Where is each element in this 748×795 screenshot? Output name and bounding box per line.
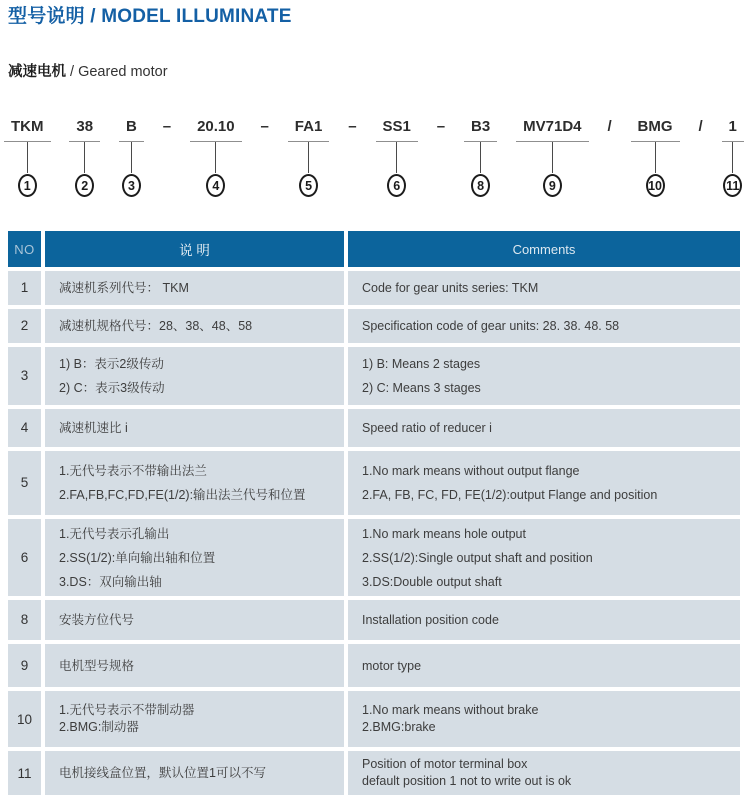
table-cell-no: 3 (8, 347, 41, 405)
page-title: 型号说明 / MODEL ILLUMINATE (8, 6, 292, 27)
model-code-separator: / (698, 118, 703, 135)
table-cell-comments (348, 600, 740, 640)
model-code-separator: – (162, 118, 172, 135)
position-number-badge: 3 (122, 174, 141, 197)
cell-line: 1.无代号表示不带输出法兰 (59, 464, 207, 478)
table-cell-desc (45, 409, 344, 447)
model-code-text: 1 (722, 118, 744, 142)
table-cell-desc (45, 751, 344, 795)
connector-line (84, 142, 85, 173)
cell-line: motor type (362, 658, 422, 673)
table-cell-desc (45, 451, 344, 515)
table-header-desc: 说 明 (45, 231, 344, 267)
model-code-text: SS1 (376, 118, 418, 142)
table-cell-desc (45, 519, 344, 596)
position-number-badge: 6 (387, 174, 406, 197)
cell-line: 2.BMG:brake (362, 720, 436, 734)
table-cell-comments (348, 644, 740, 687)
model-code-separator: / (607, 118, 612, 135)
connector-line (27, 142, 28, 173)
section-subtitle (8, 60, 748, 81)
model-segment (376, 118, 418, 197)
connector-line (215, 142, 216, 173)
cell-line: 2.BMG:制动器 (59, 720, 139, 734)
table-cell-no: 6 (8, 519, 41, 596)
cell-line: 2) C: Means 3 stages (362, 381, 481, 395)
model-segment (288, 118, 330, 197)
table-cell-desc (45, 347, 344, 405)
model-code-text: B (119, 118, 144, 142)
model-code-text: BMG (631, 118, 680, 142)
model-code-text: TKM (4, 118, 51, 142)
cell-line: 减速机规格代号：28、38、48、58 (59, 319, 253, 333)
cell-line: Specification code of gear units: 28. 38. 48. 58 (362, 319, 620, 333)
table-cell-no: 1 (8, 271, 41, 305)
position-number-badge: 8 (471, 174, 490, 197)
model-segment (722, 118, 744, 197)
cell-line: 1.No mark means without brake (362, 703, 539, 717)
connector-line (131, 142, 132, 173)
model-segment (516, 118, 588, 197)
model-code-text: B3 (464, 118, 497, 142)
position-number-badge: 1 (18, 174, 37, 197)
cell-line: 3.DS：双向输出轴 (59, 574, 162, 589)
cell-line: 1.无代号表示不带制动器 (59, 703, 195, 717)
table-cell-no: 4 (8, 409, 41, 447)
cell-line: 1) B: Means 2 stages (362, 357, 481, 371)
cell-line: 电机接线盒位置，默认位置1可以不写 (59, 765, 266, 780)
cell-line: Code for gear units series: TKM (362, 281, 539, 295)
model-segment (4, 118, 51, 197)
table-cell-no: 9 (8, 644, 41, 687)
cell-line: 1.无代号表示孔输出 (59, 526, 170, 541)
table-cell-comments (348, 309, 740, 343)
model-code-text: 20.10 (190, 118, 242, 142)
connector-line (552, 142, 553, 173)
model-code-text: MV71D4 (516, 118, 588, 142)
model-code-separator: – (348, 118, 357, 135)
cell-line: 减速机速比 i (59, 421, 128, 435)
table-cell-comments (348, 519, 740, 596)
position-number-badge: 11 (723, 174, 742, 197)
table-cell-no: 11 (8, 751, 41, 795)
cell-line: 2.FA, FB, FC, FD, FE(1/2):output Flange and position (362, 488, 658, 502)
cell-line: 1.No mark means without output flange (362, 464, 580, 478)
cell-line: default position 1 not to write out is ok (362, 774, 572, 788)
table-cell-no: 2 (8, 309, 41, 343)
cell-line: 安装方位代号 (59, 613, 135, 627)
table-cell-desc (45, 309, 344, 343)
position-number-badge: 9 (543, 174, 562, 197)
model-segment (464, 118, 497, 197)
position-number-badge: 4 (206, 174, 225, 197)
connector-line (396, 142, 397, 173)
cell-line: 3.DS:Double output shaft (362, 574, 502, 589)
table-cell-desc (45, 271, 344, 305)
table-cell-comments (348, 409, 740, 447)
model-code-separator: – (436, 118, 446, 135)
table-cell-comments (348, 451, 740, 515)
connector-line (732, 142, 733, 173)
connector-line (655, 142, 656, 173)
model-code-diagram (4, 118, 744, 197)
connector-line (308, 142, 309, 173)
model-segment (190, 118, 242, 197)
cell-line: 2.SS(1/2):单向输出轴和位置 (59, 550, 216, 565)
table-cell-desc (45, 691, 344, 747)
model-segment (69, 118, 100, 197)
model-segment (119, 118, 144, 197)
cell-line: Position of motor terminal box (362, 757, 528, 771)
table-header-comments: Comments (348, 231, 740, 267)
table-cell-comments (348, 751, 740, 795)
spec-table (8, 231, 740, 795)
cell-line: 1) B：表示2级传动 (59, 357, 164, 371)
cell-line: 1.No mark means hole output (362, 526, 526, 541)
model-segment (631, 118, 680, 197)
table-header-no: NO (8, 231, 41, 267)
cell-line: 电机型号规格 (59, 658, 135, 673)
cell-line: 2.SS(1/2):Single output shaft and position (362, 550, 593, 565)
model-code-text: 38 (69, 118, 100, 142)
position-number-badge: 2 (75, 174, 94, 197)
table-cell-no: 8 (8, 600, 41, 640)
table-cell-comments (348, 691, 740, 747)
cell-line: 2) C：表示3级传动 (59, 381, 165, 395)
table-cell-no: 5 (8, 451, 41, 515)
connector-line (480, 142, 481, 173)
table-cell-no: 10 (8, 691, 41, 747)
subtitle-english: / Geared motor (66, 64, 168, 80)
table-cell-desc (45, 600, 344, 640)
subtitle-chinese: 减速电机 (8, 64, 66, 80)
table-cell-comments (348, 271, 740, 305)
position-number-badge: 10 (646, 174, 665, 197)
table-cell-desc (45, 644, 344, 687)
cell-line: 减速机系列代号： TKM (59, 281, 189, 295)
position-number-badge: 5 (299, 174, 318, 197)
table-cell-comments (348, 347, 740, 405)
cell-line: Installation position code (362, 613, 499, 627)
model-code-text: FA1 (288, 118, 330, 142)
cell-line: 2.FA,FB,FC,FD,FE(1/2):输出法兰代号和位置 (59, 488, 306, 502)
model-code-separator: – (260, 118, 269, 135)
cell-line: Speed ratio of reducer i (362, 421, 492, 435)
